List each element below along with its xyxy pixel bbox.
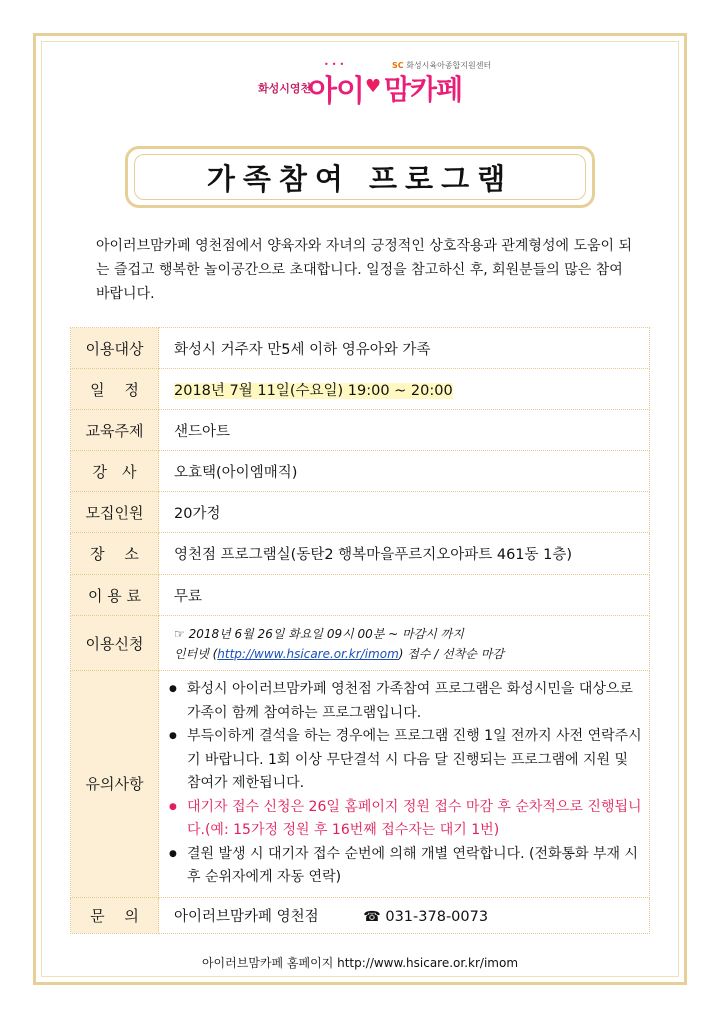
footer-homepage: 아이러브맘카페 홈페이지 http://www.hsicare.or.kr/imom xyxy=(201,956,519,970)
apply-method xyxy=(174,645,648,662)
label-topic: 교육주제 xyxy=(71,410,159,451)
logo-place: 화성시영천 xyxy=(258,82,312,95)
label-target: 이용대상 xyxy=(71,328,159,369)
value-schedule-cell xyxy=(159,369,650,410)
logo-brand-part2: 맘카페 xyxy=(384,73,463,106)
apply-prefix: 인터넷 ( xyxy=(174,646,218,661)
apply-period: ☞ 2018년 6월 26일 화요일 09시 00분 ~ 마감시 까지 xyxy=(174,626,464,641)
label-capacity: 모집인원 xyxy=(71,492,159,533)
table-row xyxy=(71,328,650,369)
value-fee: 무료 xyxy=(159,575,650,616)
intro-paragraph: 아이러브맘카페 영천점에서 양육자와 자녀의 긍정적인 상호작용과 관계형성에 도움이 되는 즐겁고 행복한 놀이공간으로 초대합니다. 일정을 참고하신 후, 회원분들의 많은 참여바랍니다. xyxy=(96,238,632,302)
center-mark: SC xyxy=(392,61,404,70)
note-item: ● 결원 발생 시 대기자 접수 순번에 의해 개별 연락합니다. (전화통화 부재 시 후 순위자에게 자동 연락) xyxy=(169,843,642,890)
value-contact xyxy=(159,897,650,933)
table-row xyxy=(71,410,650,451)
value-instructor: 오효택(아이엠매직) xyxy=(159,451,650,492)
value-notes xyxy=(159,671,650,898)
title-box xyxy=(125,146,595,208)
table-row xyxy=(71,575,650,616)
notes-list xyxy=(169,672,648,896)
table-row xyxy=(71,533,650,575)
value-topic: 샌드아트 xyxy=(159,410,650,451)
center-name-text: 화성시육아종합지원센터 xyxy=(406,61,492,70)
title-box-inner xyxy=(134,154,586,200)
note-item-highlight: ● 대기자 접수 신청은 26일 홈페이지 정원 접수 마감 후 순차적으로 진행됩니다.(예: 15가정 정원 후 16번째 접수자는 대기 1번) xyxy=(169,796,642,843)
value-apply xyxy=(159,616,650,671)
label-fee: 이 용 료 xyxy=(71,575,159,616)
program-info-table xyxy=(70,327,650,934)
note-item: ● 부득이하게 결석을 하는 경우에는 프로그램 진행 1일 전까지 사전 연락주시기 바랍니다. 1회 이상 무단결석 시 다음 달 진행되는 프로그램에 지원 및 참여가 제한됩니다. xyxy=(169,725,642,796)
logo-center-name xyxy=(392,60,491,71)
table-row xyxy=(71,492,650,533)
value-schedule: 2018년 7월 11일(수요일) 19:00 ~ 20:00 xyxy=(174,382,453,399)
contact-name: 아이러브맘카페 영천점 xyxy=(174,908,319,925)
logo-brand-part1: 아이 xyxy=(308,74,364,109)
contact-phone: 031-378-0073 xyxy=(385,908,489,925)
label-notes: 유의사항 xyxy=(71,671,159,898)
label-location: 장 소 xyxy=(71,533,159,575)
apply-suffix: ) 접수 / 선착순 마감 xyxy=(398,646,504,661)
table-row xyxy=(71,616,650,671)
value-capacity: 20가정 xyxy=(159,492,650,533)
label-contact: 문 의 xyxy=(71,897,159,933)
cafe-logo xyxy=(258,60,492,116)
table-row xyxy=(71,451,650,492)
apply-link[interactable]: http://www.hsicare.or.kr/imom xyxy=(217,646,399,661)
label-apply: 이용신청 xyxy=(71,616,159,671)
table-row xyxy=(71,369,650,410)
logo-dots: ••• xyxy=(324,60,348,69)
value-target: 화성시 거주자 만5세 이하 영유아와 가족 xyxy=(159,328,650,369)
table-row xyxy=(71,671,650,898)
page-title: 가족참여 프로그램 xyxy=(206,161,514,196)
label-instructor: 강 사 xyxy=(71,451,159,492)
value-location: 영천점 프로그램실(동탄2 행복마을푸르지오아파트 461동 1층) xyxy=(159,533,650,575)
heart-icon: ♥ xyxy=(365,76,382,97)
note-item: ● 화성시 아이러브맘카페 영천점 가족참여 프로그램은 화성시민을 대상으로 가족이 함께 참여하는 프로그램입니다. xyxy=(169,678,642,725)
table-row xyxy=(71,897,650,933)
phone-icon: ☎ xyxy=(363,908,381,925)
label-schedule: 일 정 xyxy=(71,369,159,410)
